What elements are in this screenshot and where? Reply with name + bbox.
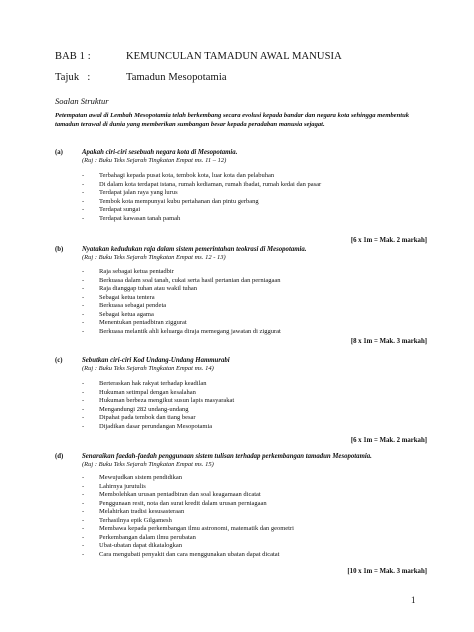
question-reference: (Ruj : Buku Teks Sejarah Tingkatan Empat ms. 15) <box>82 461 214 468</box>
marks-label: [8 x 1m = Mak. 3 markah] <box>350 338 427 345</box>
topic-title: Tamadun Mesopotamia <box>126 72 227 83</box>
chapter-key: BAB 1 : <box>55 51 91 62</box>
answer-item: - Perkembangan dalam ilmu perubatan <box>82 534 294 543</box>
question-number: (d) <box>55 453 64 460</box>
marks-label: [6 x 1m = Mak. 2 markah] <box>350 437 427 444</box>
answer-item: - Mewujudkan sistem pendidikan <box>82 474 294 483</box>
question-reference: (Ruj : Buku Teks Sejarah Tingkatan Empat ms. 14) <box>82 365 214 372</box>
answer-item: - Penggunaan resit, nota dan surat kredit dalam urusan perniagaan <box>82 500 294 509</box>
page-number: 1 <box>411 595 416 605</box>
answer-item: - Tembok kota mempunyai kubu pertahanan dan pintu gerbang <box>82 198 321 207</box>
answer-list <box>82 380 234 431</box>
answer-item: - Raja sebagai ketua pentadbir <box>82 268 281 277</box>
answer-item: - Sebagai ketua agama <box>82 311 281 320</box>
answer-item: - Dijadikan dasar perundangan Mesopotamia <box>82 423 234 432</box>
question-number: (b) <box>55 246 64 253</box>
chapter-title: KEMUNCULAN TAMADUN AWAL MANUSIA <box>126 51 342 62</box>
question-b <box>55 246 427 366</box>
question-c <box>55 357 427 467</box>
answer-item: - Mengandungi 282 undang-undang <box>82 406 234 415</box>
question-reference: (Ruj : Buku Teks Sejarah Tingkatan Empat ms. 12 - 13) <box>82 254 226 261</box>
answer-item: - Ubat-ubatan dapat dikatalogkan <box>82 542 294 551</box>
topic-heading <box>55 72 227 83</box>
question-text: Sebutkan ciri-ciri Kod Undang-Undang Hammurabi <box>82 357 230 364</box>
question-number: (c) <box>55 357 63 364</box>
intro-paragraph: Petempatan awal di Lembah Mesopotamia telah berkembang secara evolusi kepada bandar dan negara kota sehingga membentuk tamadun terawal di dunia yang memberikan sumbangan besar kepada peradaban manusia sejagat. <box>55 112 410 128</box>
answer-item: - Berteraskan hak rakyat terhadap keadilan <box>82 380 234 389</box>
answer-item: - Cara mengubati penyakit dan cara menggunakan ubatan dapat dicatat <box>82 551 294 560</box>
answer-item: - Hukuman berbeza mengikut susun lapis masyarakat <box>82 397 234 406</box>
answer-item: - Sebagai ketua tentera <box>82 294 281 303</box>
answer-list <box>82 172 321 223</box>
question-a <box>55 149 427 249</box>
answer-item: - Melahirkan tradisi kesusasteraan <box>82 508 294 517</box>
answer-list <box>82 268 281 336</box>
answer-item: - Menentukan pentadbiran ziggurat <box>82 319 281 328</box>
question-reference: (Ruj : Buku Teks Sejarah Tingkatan Empat ms. 11 – 12) <box>82 157 227 164</box>
question-text: Apakah ciri-ciri sesebuah negara kota di Mesopotamia. <box>82 149 238 156</box>
question-number: (a) <box>55 149 63 156</box>
answer-item: - Membolehkan urusan pentadbiran dan soal keagamaan dicatat <box>82 491 294 500</box>
question-d <box>55 453 427 583</box>
answer-item: - Terbahagi kepada pusat kota, tembok kota, luar kota dan pelabuhan <box>82 172 321 181</box>
answer-item: - Terdapat jalan raya yang lurus <box>82 189 321 198</box>
answer-list <box>82 474 294 559</box>
answer-item: - Raja dianggap tuhan atau wakil tuhan <box>82 285 281 294</box>
answer-item: - Hukuman setimpal dengan kesalahan <box>82 389 234 398</box>
answer-item: - Terdapat kawasan tanah pamah <box>82 215 321 224</box>
topic-key: Tajuk : <box>55 72 91 83</box>
answer-item: - Membawa kepada perkembangan ilmu astronomi, matematik dan geometri <box>82 525 294 534</box>
answer-item: - Terhasilnya epik Gilgamesh <box>82 517 294 526</box>
answer-item: - Lahirnya jurutulis <box>82 483 294 492</box>
question-text: Nyatakan kedudukan raja dalam sistem pemerintahan teokrasi di Mesopotamia. <box>82 246 307 253</box>
answer-item: - Berkuasa melantik ahli keluarga diraja memegang jawatan di ziggurat <box>82 328 281 337</box>
answer-item: - Di dalam kota terdapat istana, rumah kediaman, rumah ibadat, rumah kedai dan pasar <box>82 181 321 190</box>
marks-label: [10 x 1m = Mak. 3 markah] <box>347 568 427 575</box>
chapter-heading <box>55 51 342 62</box>
answer-item: - Berkuasa sebagai pendeta <box>82 302 281 311</box>
question-text: Senaraikan faedah-faedah penggunaan sistem tulisan terhadap perkembangan tamadun Mesopotamia. <box>82 453 372 460</box>
answer-item: - Dipahat pada tembok dan tiang besar <box>82 414 234 423</box>
section-subtitle: Soalan Struktur <box>55 96 109 106</box>
marks-label: [6 x 1m = Mak. 2 markah] <box>350 237 427 244</box>
answer-item: - Terdapat sungai <box>82 206 321 215</box>
answer-item: - Berkuasa dalam soal tanah, cukai serta hasil pertanian dan perniagaan <box>82 277 281 286</box>
